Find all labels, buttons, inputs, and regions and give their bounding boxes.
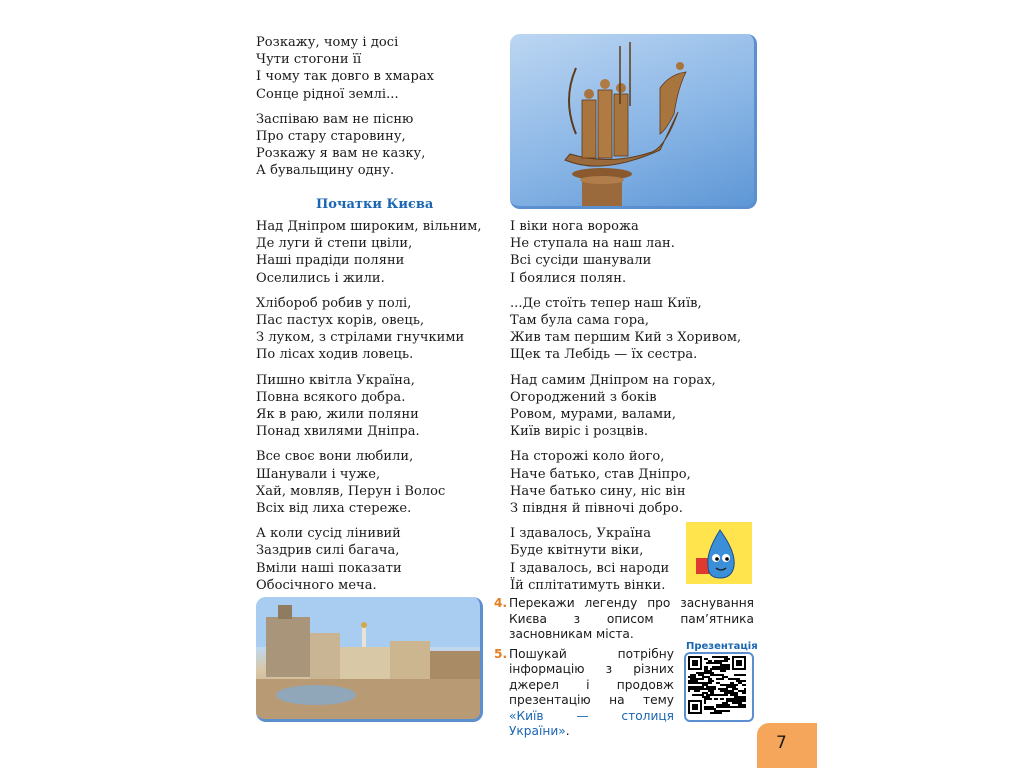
poem-line: Ровом, мурами, валами, (510, 407, 677, 423)
task-5-end: . (565, 724, 570, 738)
page-tab (757, 723, 817, 768)
stanza (510, 218, 760, 287)
stanza (256, 448, 496, 517)
poem-line: Вміли наші показати (256, 560, 402, 576)
poem-line: Всіх від лиха стереже. (256, 501, 412, 517)
poem-line: З луком, з стрілами гнучкими (256, 330, 465, 346)
task-5-link[interactable]: «Київ — столиця України» (509, 708, 674, 738)
poem-title: Початки Києва (316, 197, 434, 212)
poem-line: Над Дніпром широким, вільним, (256, 219, 482, 234)
poem-line: ...Де стоїть тепер наш Київ, (510, 295, 702, 311)
stanza (256, 34, 496, 103)
poem-line: Повна всякого добра. (256, 389, 406, 405)
poem-line: Все своє вони любили, (256, 449, 414, 465)
kyiv-photo (256, 597, 483, 722)
poem-line: Сонце рідної землі... (256, 86, 399, 102)
poem-left-column (256, 218, 496, 602)
poem-line: Всі сусіди шанували (510, 253, 652, 269)
poem-line: Чути стогони її (256, 52, 362, 68)
poem-line: Пишно квітла Україна, (256, 372, 415, 388)
poem-line: З півдня й півночі добро. (510, 501, 683, 517)
presentation-label: Презентація (686, 641, 758, 652)
poem-line: Не ступала на наш лан. (510, 236, 675, 252)
poem-line: Над самим Дніпром на горах, (510, 372, 716, 388)
poem-line: Наші прадіди поляни (256, 253, 405, 269)
poem-line: Як в раю, жили поляни (256, 407, 419, 423)
poem-intro (256, 34, 496, 188)
poem-line: Пас пастух корів, овець, (256, 313, 425, 329)
task-4 (494, 596, 754, 643)
task-4-text: Перекажи легенду про заснування Києва з описом пам’ятника засновникам міста. (509, 596, 754, 641)
poem-line: Жив там першим Кий з Хоривом, (510, 330, 742, 346)
poem-line: І віки нога ворожа (510, 219, 639, 234)
poem-line: І чому так довго в хмарах (256, 69, 435, 85)
task-4-number: 4. (494, 596, 508, 610)
poem-line: Обосічного меча. (256, 577, 377, 593)
monument-image (510, 34, 757, 209)
poem-line: Наче батько сину, ніс він (510, 483, 686, 499)
poem-line: Про стару старовину, (256, 129, 406, 145)
stanza (256, 111, 496, 180)
stanza (510, 448, 760, 517)
poem-line: Заздрив силі багача, (256, 543, 400, 559)
poem-line: Оселились і жили. (256, 270, 385, 286)
poem-line: Там була сама гора, (510, 313, 650, 329)
poem-line: Шанували і чуже, (256, 466, 381, 482)
mascot-drop-icon (686, 522, 752, 584)
poem-line: І здавалось, всі народи (510, 560, 670, 576)
page-number: 7 (776, 733, 787, 753)
qr-code-icon[interactable] (684, 652, 754, 722)
poem-line: А бувальщину одну. (256, 163, 395, 179)
poem-line: Хай, мовляв, Перун і Волос (256, 483, 446, 499)
poem-line: І боялися полян. (510, 270, 627, 286)
poem-line: Огороджений з боків (510, 389, 657, 405)
poem-line: Київ виріс і розцвів. (510, 424, 649, 440)
poem-line: Щек та Лебідь — їх сестра. (510, 347, 698, 363)
task-5-text (509, 647, 674, 740)
stanza (256, 295, 496, 364)
poem-line: По лісах ходив ловець. (256, 347, 414, 363)
poem-line: Заспіваю вам не пісню (256, 111, 414, 127)
poem-line: Наче батько, став Дніпро, (510, 466, 691, 482)
task-5-number: 5. (494, 646, 508, 661)
poem-line: А коли сусід лінивий (256, 526, 401, 542)
poem-line: Розкажу, чому і досі (256, 35, 399, 50)
task-5-body: Пошукай потрібну інформацію з різних джерел і продовж презентацію на тему (509, 646, 674, 707)
poem-line: Де луги й степи цвіли, (256, 236, 413, 252)
poem-line: Розкажу я вам не казку, (256, 146, 426, 162)
stanza (256, 218, 496, 287)
stanza (256, 372, 496, 441)
poem-line: І здавалось, Україна (510, 526, 652, 542)
poem-line: Хлібороб робив у полі, (256, 295, 412, 311)
stanza (510, 295, 760, 364)
poem-line: На сторожі коло його, (510, 449, 665, 465)
poem-line: Їй сплітатимуть вінки. (510, 577, 666, 593)
poem-line: Понад хвилями Дніпра. (256, 424, 420, 440)
task-5 (494, 647, 674, 740)
stanza (510, 372, 760, 441)
stanza (256, 525, 496, 594)
poem-line: Буде квітнути віки, (510, 543, 644, 559)
